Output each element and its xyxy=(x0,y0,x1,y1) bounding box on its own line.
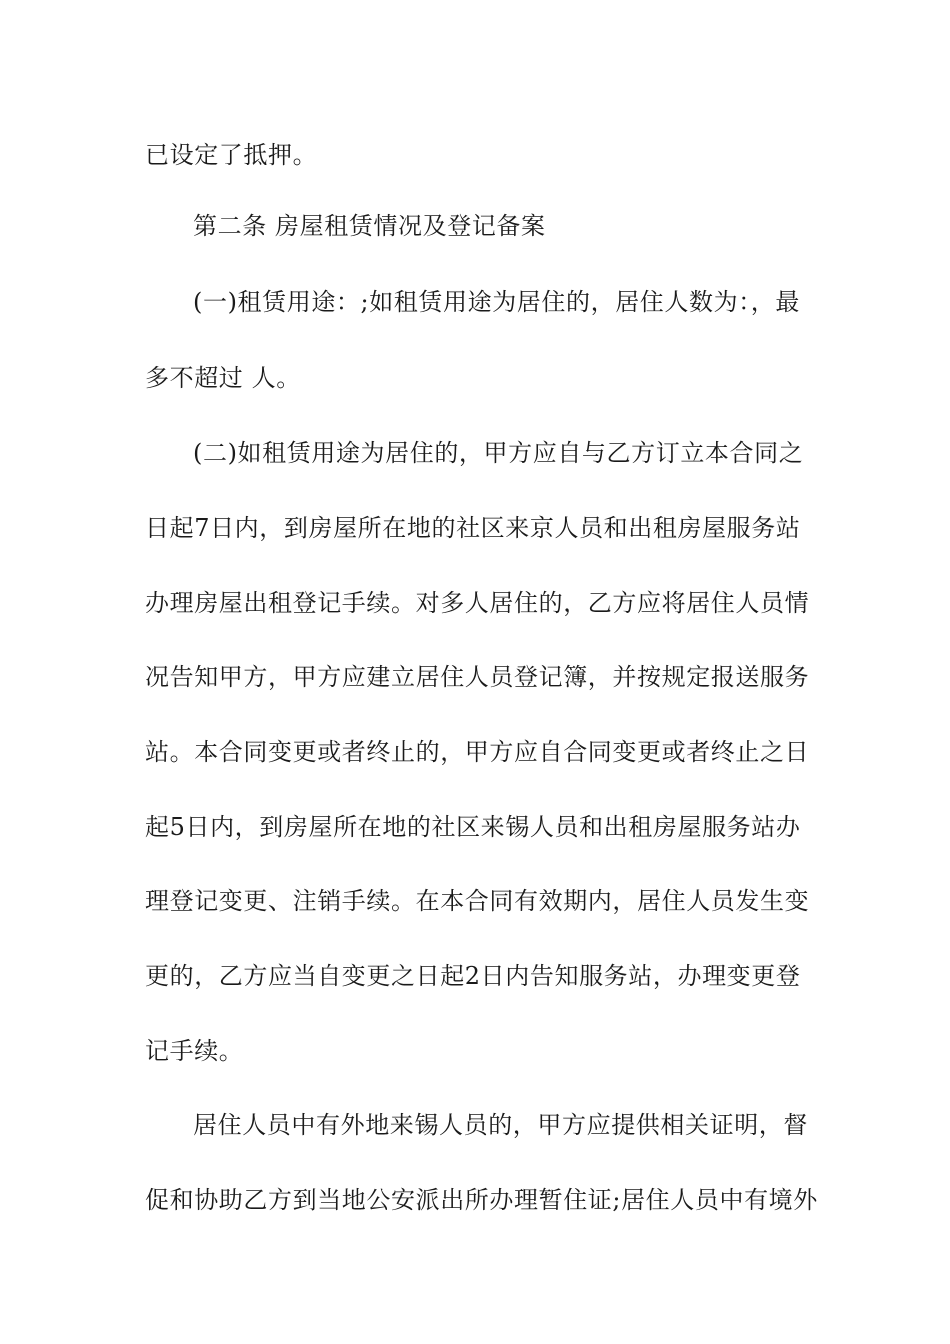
text-line-12: 更的，乙方应当自变更之日起2日内告知服务站，办理变更登 xyxy=(145,962,801,990)
text-line-4: 多不超过 人。 xyxy=(145,364,301,392)
text-line-11: 理登记变更、注销手续。在本合同有效期内，居住人员发生变 xyxy=(145,887,810,915)
text-line-13: 记手续。 xyxy=(145,1037,244,1065)
text-line-6: 日起7日内，到房屋所在地的社区来京人员和出租房屋服务站 xyxy=(145,514,801,542)
section-heading: 第二条 房屋租赁情况及登记备案 xyxy=(193,212,546,240)
text-line-7: 办理房屋出租登记手续。对多人居住的，乙方应将居住人员情 xyxy=(145,589,810,617)
text-line-9: 站。本合同变更或者终止的，甲方应自合同变更或者终止之日 xyxy=(145,738,810,766)
text-line-14: 居住人员中有外地来锡人员的，甲方应提供相关证明，督 xyxy=(193,1111,808,1139)
text-line-3: (一)租赁用途：;如租赁用途为居住的，居住人数为：，最 xyxy=(193,288,801,316)
text-line-5: (二)如租赁用途为居住的，甲方应自与乙方订立本合同之 xyxy=(193,439,804,467)
text-line-15: 促和协助乙方到当地公安派出所办理暂住证;居住人员中有境外 xyxy=(145,1186,818,1214)
text-line-1: 已设定了抵押。 xyxy=(145,141,318,169)
text-line-8: 况告知甲方，甲方应建立居住人员登记簿，并按规定报送服务 xyxy=(145,663,810,691)
text-line-10: 起5日内，到房屋所在地的社区来锡人员和出租房屋服务站办 xyxy=(145,813,801,841)
